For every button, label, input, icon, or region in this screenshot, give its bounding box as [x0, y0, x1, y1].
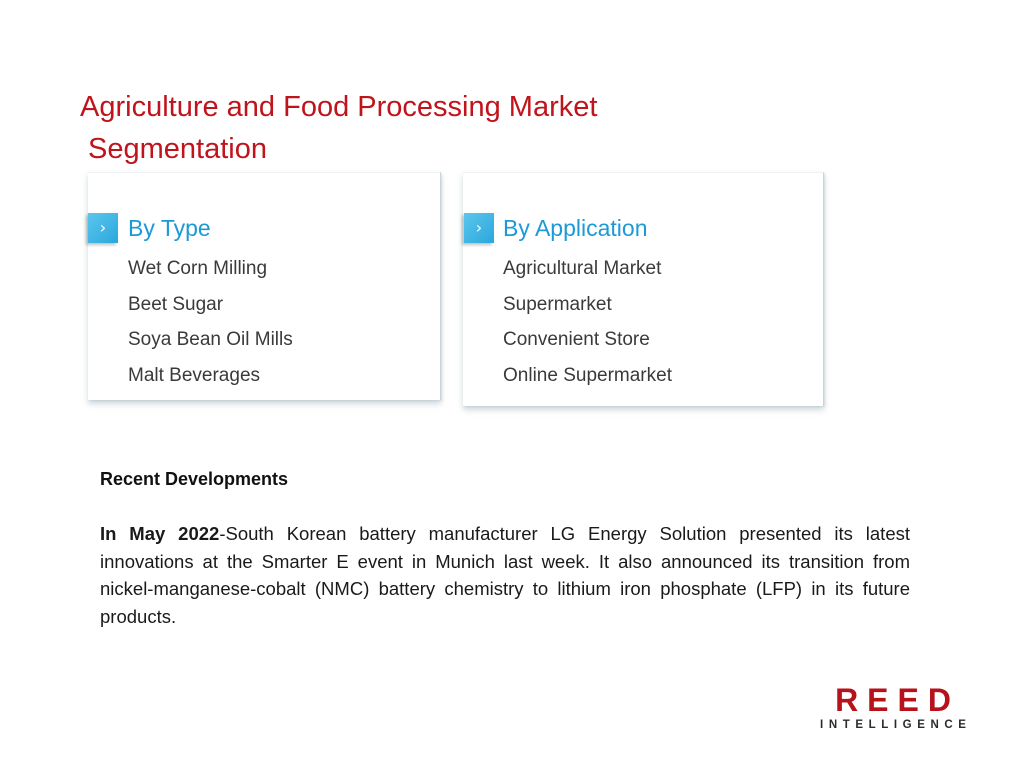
segment-header: [463, 213, 823, 243]
list-item: Agricultural Market: [503, 258, 662, 279]
recent-developments-date: In May 2022: [100, 523, 220, 544]
chevron-right-icon: ›: [88, 213, 118, 243]
recent-developments-section: [100, 466, 910, 630]
list-item: Online Supermarket: [503, 364, 672, 386]
segment-header: [88, 213, 440, 243]
segment-item-list: [128, 251, 293, 393]
segment-heading: By Application: [503, 215, 648, 241]
reed-intelligence-logo: [820, 682, 972, 733]
segment-card-by-type: [88, 172, 441, 400]
page-title: [80, 86, 597, 170]
logo-tagline: INTELLIGENCE: [820, 719, 972, 731]
segment-card-by-application: [463, 172, 824, 406]
list-item: Malt Beverages: [128, 364, 261, 386]
recent-developments-text: -South Korean battery manufacturer LG Energy Solution presented its latest innovations at the Smarter E event in Munich last week. It also announced its transition from nickel-manganese-cobalt (NMC) battery chemistry to lithium iron phosphate (LFP) in its future products.: [100, 523, 910, 627]
segment-heading: By Type: [128, 215, 211, 241]
list-item: Convenient Store: [503, 329, 650, 350]
list-item: Supermarket: [503, 293, 612, 315]
logo-wordmark: REED: [835, 682, 960, 718]
recent-developments-heading: Recent Developments: [100, 469, 289, 489]
chevron-right-icon: ›: [464, 213, 494, 243]
list-item: Beet Sugar: [128, 293, 224, 315]
list-item: Wet Corn Milling: [128, 258, 268, 279]
recent-developments-body: [100, 520, 910, 630]
list-item: Soya Bean Oil Mills: [128, 329, 293, 350]
page-title-line-1: Agriculture and Food Processing Market: [80, 91, 598, 123]
segment-item-list: [503, 251, 672, 393]
page-title-line-2: Segmentation: [88, 133, 267, 165]
